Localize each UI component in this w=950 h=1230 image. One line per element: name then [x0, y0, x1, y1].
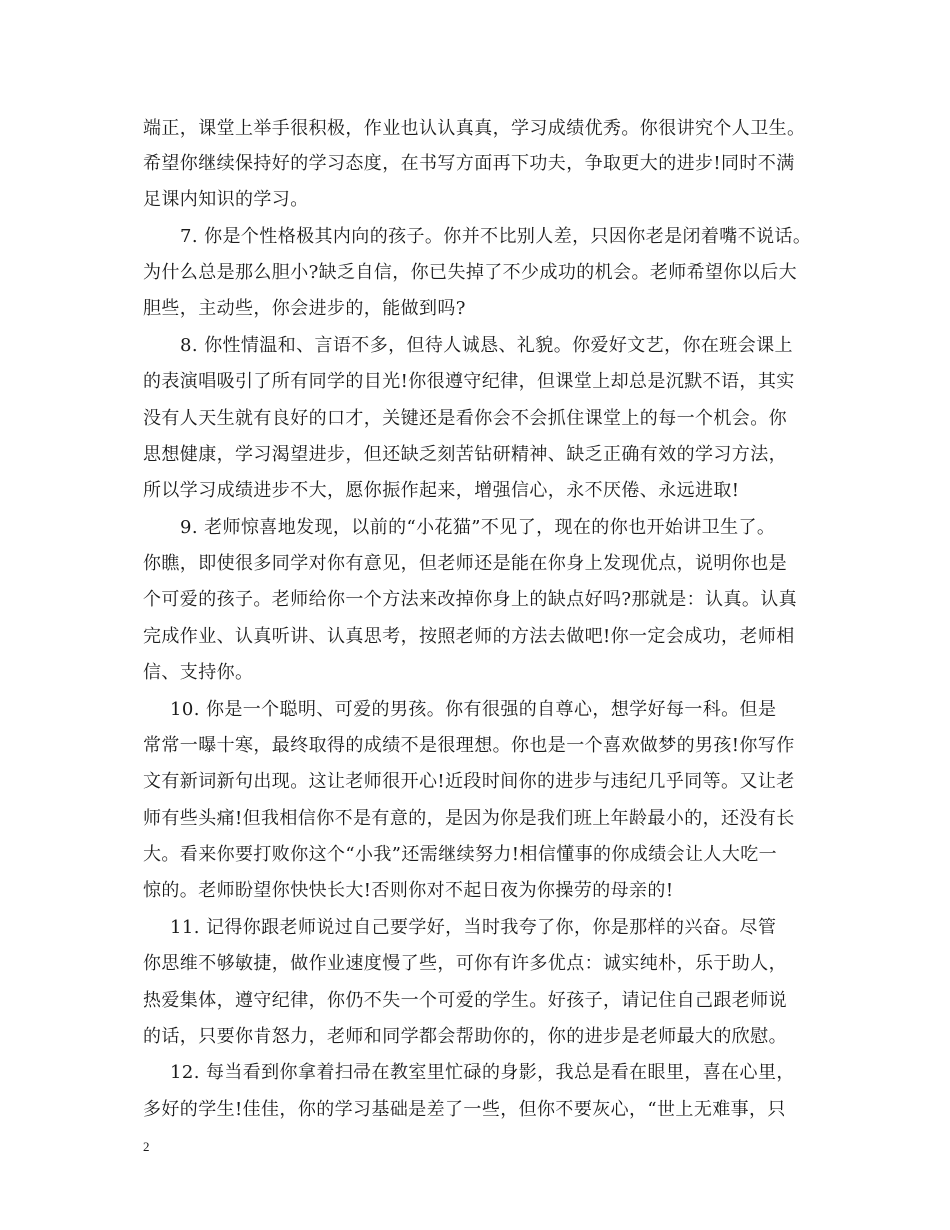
text-line: 胆些，主动些，你会进步的，能做到吗?	[143, 298, 466, 319]
text-line: 常常一曝十寒，最终取得的成绩不是很理想。你也是一个喜欢做梦的男孩!你写作	[143, 735, 795, 756]
text-line: 希望你继续保持好的学习态度，在书写方面再下功夫，争取更大的进步!同时不满	[143, 153, 795, 174]
text-line: 热爱集体，遵守纪律，你仍不失一个可爱的学生。好孩子，请记住自己跟老师说	[143, 990, 787, 1011]
text-line: 为什么总是那么胆小?缺乏自信，你已失掉了不少成功的机会。老师希望你以后大	[143, 262, 798, 283]
text-line: 7. 你是个性格极其内向的孩子。你并不比别人差，只因你老是闭着嘴不说话。	[180, 226, 812, 247]
page-number: 2	[143, 1139, 150, 1154]
text-line: 个可爱的孩子。老师给你一个方法来改掉你身上的缺点好吗?那就是：认真。认真	[143, 589, 798, 610]
text-line: 端正，课堂上举手很积极，作业也认认真真，学习成绩优秀。你很讲究个人卫生。	[143, 118, 806, 139]
text-line: 大。看来你要打败你这个“小我”还需继续努力!相信懂事的你成绩会让人大吃一	[143, 844, 778, 865]
text-line: 完成作业、认真听讲、认真思考，按照老师的方法去做吧!你一定会成功，老师相	[143, 626, 795, 647]
text-line: 惊的。老师盼望你快快长大!否则你对不起日夜为你操劳的母亲的!	[143, 880, 674, 901]
text-line: 9. 老师惊喜地发现，以前的“小花猫”不见了，现在的你也开始讲卫生了。	[180, 517, 776, 538]
text-line: 思想健康，学习渴望进步，但还缺乏刻苦钻研精神、缺乏正确有效的学习方法，	[143, 444, 787, 465]
text-line: 的话，只要你肯怒力，老师和同学都会帮助你的，你的进步是老师最大的欣慰。	[143, 1026, 787, 1047]
text-line: 所以学习成绩进步不大，愿你振作起来，增强信心，永不厌倦、永远进取!	[143, 480, 740, 501]
text-line: 文有新词新句出现。这让老师很开心!近段时间你的进步与违纪几乎同等。又让老	[143, 771, 795, 792]
text-line: 11. 记得你跟老师说过自己要学好，当时我夸了你，你是那样的兴奋。尽管	[170, 917, 777, 938]
text-line: 的表演唱吸引了所有同学的目光!你很遵守纪律，但课堂上却总是沉默不语，其实	[143, 371, 795, 392]
text-line: 10. 你是一个聪明、可爱的男孩。你有很强的自尊心，想学好每一科。但是	[170, 699, 777, 720]
text-line: 信、支持你。	[143, 662, 254, 683]
text-line: 师有些头痛!但我相信你不是有意的，是因为你是我们班上年龄最小的，还没有长	[143, 808, 795, 829]
text-line: 没有人天生就有良好的口才，关键还是看你会不会抓住课堂上的每一个机会。你	[143, 408, 787, 429]
text-line: 你思维不够敏捷，做作业速度慢了些，可你有许多优点：诚实纯朴，乐于助人，	[143, 953, 787, 974]
text-line: 足课内知识的学习。	[143, 189, 309, 210]
text-line: 你瞧，即使很多同学对你有意见，但老师还是能在你身上发现优点，说明你也是	[143, 553, 787, 574]
text-line: 多好的学生!佳佳，你的学习基础是差了一些，但你不要灰心，“世上无难事，只	[143, 1099, 786, 1120]
text-line: 12. 每当看到你拿着扫帚在教室里忙碌的身影，我总是看在眼里，喜在心里，	[170, 1062, 795, 1083]
text-line: 8. 你性情温和、言语不多，但待人诚恳、礼貌。你爱好文艺，你在班会课上	[180, 335, 793, 356]
